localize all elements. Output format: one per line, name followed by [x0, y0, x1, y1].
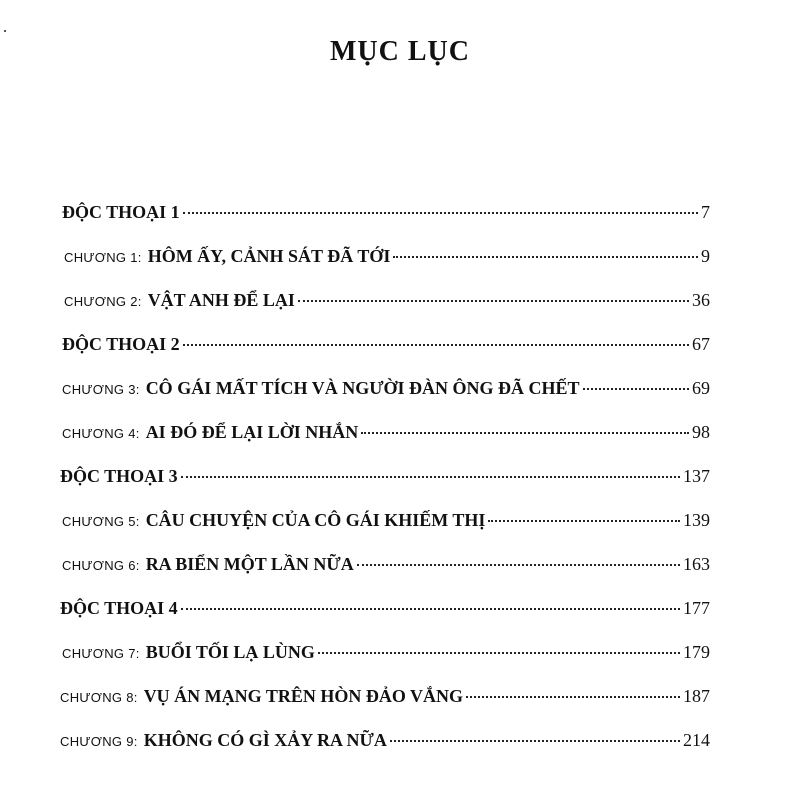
- page-edge-speck: [4, 30, 6, 32]
- dot-leader: [181, 608, 680, 610]
- toc-entry-title: AI ĐÓ ĐỂ LẠI LỜI NHẮN: [145, 422, 359, 442]
- toc-entry-page: 36: [692, 290, 710, 310]
- toc-entry-page: 214: [683, 730, 710, 750]
- dot-leader: [357, 564, 680, 566]
- chapter-label: CHƯƠNG 5:: [62, 514, 140, 529]
- dot-leader: [390, 740, 680, 742]
- chapter-label: CHƯƠNG 2:: [64, 294, 142, 309]
- chapter-label: CHƯƠNG 4:: [62, 426, 140, 441]
- toc-entry-title: KHÔNG CÓ GÌ XẢY RA NỮA: [143, 730, 387, 750]
- dot-leader: [183, 344, 689, 346]
- toc-entry-page: 67: [692, 334, 710, 354]
- toc-entry-title: RA BIỂN MỘT LẦN NỮA: [145, 554, 354, 574]
- chapter-label: CHƯƠNG 8:: [60, 690, 138, 705]
- toc-entry-title: CÂU CHUYỆN CỦA CÔ GÁI KHIẾM THỊ: [145, 510, 486, 530]
- toc-entry-monologue-3: [60, 466, 710, 487]
- toc-entry-page: 98: [692, 422, 710, 442]
- toc-entry-monologue-2: [62, 334, 710, 355]
- toc-entry-title: CÔ GÁI MẤT TÍCH VÀ NGƯỜI ĐÀN ÔNG ĐÃ CHẾT: [145, 378, 580, 398]
- toc-entry-title: BUỔI TỐI LẠ LÙNG: [145, 642, 315, 662]
- toc-entry-monologue-1: [62, 202, 710, 223]
- toc-entry-chapter-7: [62, 642, 710, 663]
- dot-leader: [466, 696, 680, 698]
- toc-entry-chapter-1: [64, 246, 710, 267]
- dot-leader: [393, 256, 698, 258]
- toc-entry-chapter-6: [62, 554, 710, 575]
- toc-entry-page: 163: [683, 554, 710, 574]
- dot-leader: [583, 388, 689, 390]
- toc-entry-page: 137: [683, 466, 710, 486]
- chapter-label: CHƯƠNG 7:: [62, 646, 140, 661]
- toc-entry-title: ĐỘC THOẠI 1: [62, 202, 180, 222]
- toc-entry-page: 177: [683, 598, 710, 618]
- toc-entry-title: HÔM ẤY, CẢNH SÁT ĐÃ TỚI: [147, 246, 391, 266]
- chapter-label: CHƯƠNG 9:: [60, 734, 138, 749]
- toc-entry-chapter-8: [60, 686, 710, 707]
- toc-entry-chapter-5: [62, 510, 710, 531]
- toc-entry-page: 179: [683, 642, 710, 662]
- toc-entry-title: VỤ ÁN MẠNG TRÊN HÒN ĐẢO VẮNG: [143, 686, 464, 706]
- dot-leader: [361, 432, 689, 434]
- dot-leader: [318, 652, 680, 654]
- toc-entry-page: 69: [692, 378, 710, 398]
- toc-entry-title: ĐỘC THOẠI 4: [60, 598, 178, 618]
- dot-leader: [298, 300, 689, 302]
- chapter-label: CHƯƠNG 3:: [62, 382, 140, 397]
- toc-entry-title: ĐỘC THOẠI 3: [60, 466, 178, 486]
- dot-leader: [488, 520, 680, 522]
- toc-entry-chapter-4: [62, 422, 710, 443]
- toc-entry-chapter-3: [62, 378, 710, 399]
- toc-entry-title: ĐỘC THOẠI 2: [62, 334, 180, 354]
- chapter-label: CHƯƠNG 6:: [62, 558, 140, 573]
- toc-entry-chapter-9: [60, 730, 710, 751]
- dot-leader: [183, 212, 698, 214]
- toc-entry-page: 7: [701, 202, 710, 222]
- chapter-label: CHƯƠNG 1:: [64, 250, 142, 265]
- toc-entry-title: VẬT ANH ĐỂ LẠI: [147, 290, 295, 310]
- dot-leader: [181, 476, 680, 478]
- page-title: MỤC LỤC: [330, 36, 470, 67]
- toc-entry-page: 187: [683, 686, 710, 706]
- toc-entry-page: 9: [701, 246, 710, 266]
- toc-entry-page: 139: [683, 510, 710, 530]
- toc-entry-monologue-4: [60, 598, 710, 619]
- toc-entry-chapter-2: [64, 290, 710, 311]
